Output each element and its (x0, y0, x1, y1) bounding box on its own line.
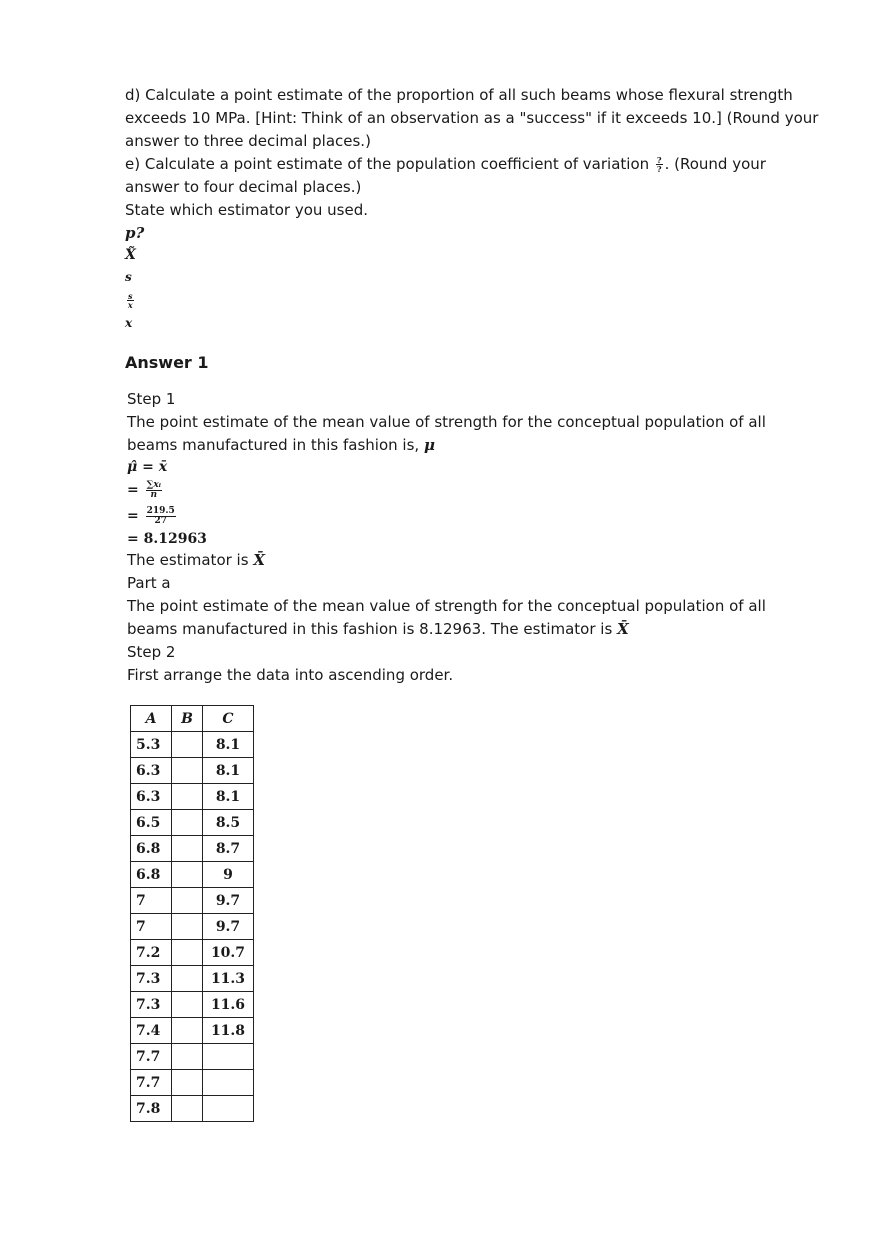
part-d-line-2: exceeds 10 MPa. [Hint: Think of an observation as a "success" if it exceeds 10.] (Round your (125, 109, 819, 127)
table-cell-b (172, 862, 203, 888)
table-cell-b (172, 758, 203, 784)
table-cell-a: 6.3 (131, 758, 172, 784)
table-cell-b (172, 940, 203, 966)
table-row (131, 784, 254, 810)
part-d-line-1: d) Calculate a point estimate of the proportion of all such beams whose flexural strength (125, 86, 793, 104)
table-cell-a: 7 (131, 914, 172, 940)
table-row (131, 1044, 254, 1070)
table-cell-b (172, 1044, 203, 1070)
part-e-text: e) Calculate a point estimate of the population coefficient of variation (125, 155, 650, 173)
table-cell-b (172, 914, 203, 940)
column-header-a: A (131, 706, 172, 732)
part-a-text-1: The point estimate of the mean value of strength for the conceptual population of all (127, 597, 766, 615)
table-row (131, 966, 254, 992)
table-row (131, 810, 254, 836)
value-fraction (146, 507, 176, 526)
table-cell-b (172, 784, 203, 810)
equation-3-equals: = (127, 508, 139, 524)
step-2-label: Step 2 (127, 643, 176, 661)
table-cell-c: 8.1 (203, 784, 254, 810)
table-cell-a: 7.7 (131, 1044, 172, 1070)
mu-symbol: μ (423, 436, 435, 454)
part-a-symbol: X̄ (617, 620, 629, 638)
table-cell-a: 7.4 (131, 1018, 172, 1044)
table-cell-b (172, 732, 203, 758)
table-cell-c: 11.6 (203, 992, 254, 1018)
table-cell-a: 7 (131, 888, 172, 914)
part-e-text-post: . (Round your (664, 155, 766, 173)
step-2-text: First arrange the data into ascending order. (127, 666, 454, 684)
table-row (131, 1018, 254, 1044)
equation-2-equals: = (127, 482, 139, 498)
step-1-text-2 (127, 434, 815, 457)
sum-fraction (146, 481, 162, 500)
part-e-line-1 (125, 153, 815, 176)
part-d-line-3: answer to three decimal places.) (125, 132, 371, 150)
table-row (131, 1096, 254, 1122)
table-cell-a: 6.3 (131, 784, 172, 810)
option-s: s (125, 270, 132, 284)
option-x: x (125, 316, 133, 330)
step-1-text-1: The point estimate of the mean value of strength for the conceptual population of all (127, 413, 766, 431)
s-over-x-den: x (127, 299, 133, 310)
table-cell-b (172, 836, 203, 862)
value-fraction-num: 219.5 (146, 505, 175, 516)
column-header-c: C (203, 706, 254, 732)
table-cell-c: 11.3 (203, 966, 254, 992)
table-cell-b (172, 810, 203, 836)
value-fraction-den: 27 (154, 515, 167, 526)
table-cell-c: 8.5 (203, 810, 254, 836)
estimator-symbol: X̄ (253, 551, 265, 569)
part-e-line-2: answer to four decimal places.) (125, 178, 362, 196)
table-cell-c: 9 (203, 862, 254, 888)
table-cell-b (172, 966, 203, 992)
step-1-label: Step 1 (127, 390, 176, 408)
table-row (131, 940, 254, 966)
table-cell-c: 9.7 (203, 888, 254, 914)
table-row (131, 862, 254, 888)
equation-4: = 8.12963 (127, 531, 207, 547)
table-cell-a: 6.8 (131, 862, 172, 888)
part-a-text-2-body: beams manufactured in this fashion is 8.12963. The estimator is (127, 620, 613, 638)
option-s-over-x (125, 288, 815, 312)
sum-fraction-num: ∑xᵢ (146, 479, 161, 490)
equation-2 (127, 477, 815, 503)
table-cell-b (172, 1096, 203, 1122)
option-p: p? (125, 224, 145, 242)
equation-1: μ̂ = x̄ (127, 459, 168, 475)
data-table (130, 705, 254, 1122)
sum-fraction-den: n (150, 489, 158, 500)
estimator-options (125, 222, 815, 334)
s-over-x-fraction (127, 292, 134, 309)
table-cell-a: 7.3 (131, 966, 172, 992)
table-row (131, 758, 254, 784)
table-cell-a: 7.7 (131, 1070, 172, 1096)
part-a-text-2 (127, 618, 815, 641)
table-cell-c: 8.7 (203, 836, 254, 862)
coefficient-fraction (656, 156, 663, 173)
table-cell-a: 6.8 (131, 836, 172, 862)
estimator-line (127, 549, 815, 572)
table-cell-c: 11.8 (203, 1018, 254, 1044)
table-cell-c: 9.7 (203, 914, 254, 940)
table-row (131, 914, 254, 940)
table-row (131, 992, 254, 1018)
equation-3 (127, 503, 815, 529)
option-x-tilde: X̃ (125, 247, 136, 263)
table-row (131, 888, 254, 914)
coefficient-fraction-num: ? (656, 155, 662, 165)
table-header-row (131, 706, 254, 732)
table-row (131, 1070, 254, 1096)
table-cell-a: 7.3 (131, 992, 172, 1018)
estimator-text: The estimator is (127, 551, 249, 569)
coefficient-fraction-den: ? (656, 164, 662, 174)
answer-block (127, 388, 815, 1122)
column-header-b: B (172, 706, 203, 732)
document-page (125, 84, 819, 1122)
table-cell-c: 8.1 (203, 758, 254, 784)
step-1-text-2-body: beams manufactured in this fashion is, (127, 436, 420, 454)
s-over-x-num: s (128, 290, 133, 301)
table-cell-b (172, 1070, 203, 1096)
table-cell-a: 6.5 (131, 810, 172, 836)
table-cell-a: 7.8 (131, 1096, 172, 1122)
table-cell-a: 7.2 (131, 940, 172, 966)
table-cell-c (203, 1070, 254, 1096)
state-estimator: State which estimator you used. (125, 201, 368, 219)
table-cell-c: 8.1 (203, 732, 254, 758)
table-cell-b (172, 992, 203, 1018)
table-cell-c (203, 1044, 254, 1070)
table-cell-a: 5.3 (131, 732, 172, 758)
answer-heading: Answer 1 (125, 353, 209, 372)
table-cell-c: 10.7 (203, 940, 254, 966)
part-a-label: Part a (127, 574, 171, 592)
table-cell-c (203, 1096, 254, 1122)
table-row (131, 732, 254, 758)
table-row (131, 836, 254, 862)
table-cell-b (172, 1018, 203, 1044)
table-cell-b (172, 888, 203, 914)
